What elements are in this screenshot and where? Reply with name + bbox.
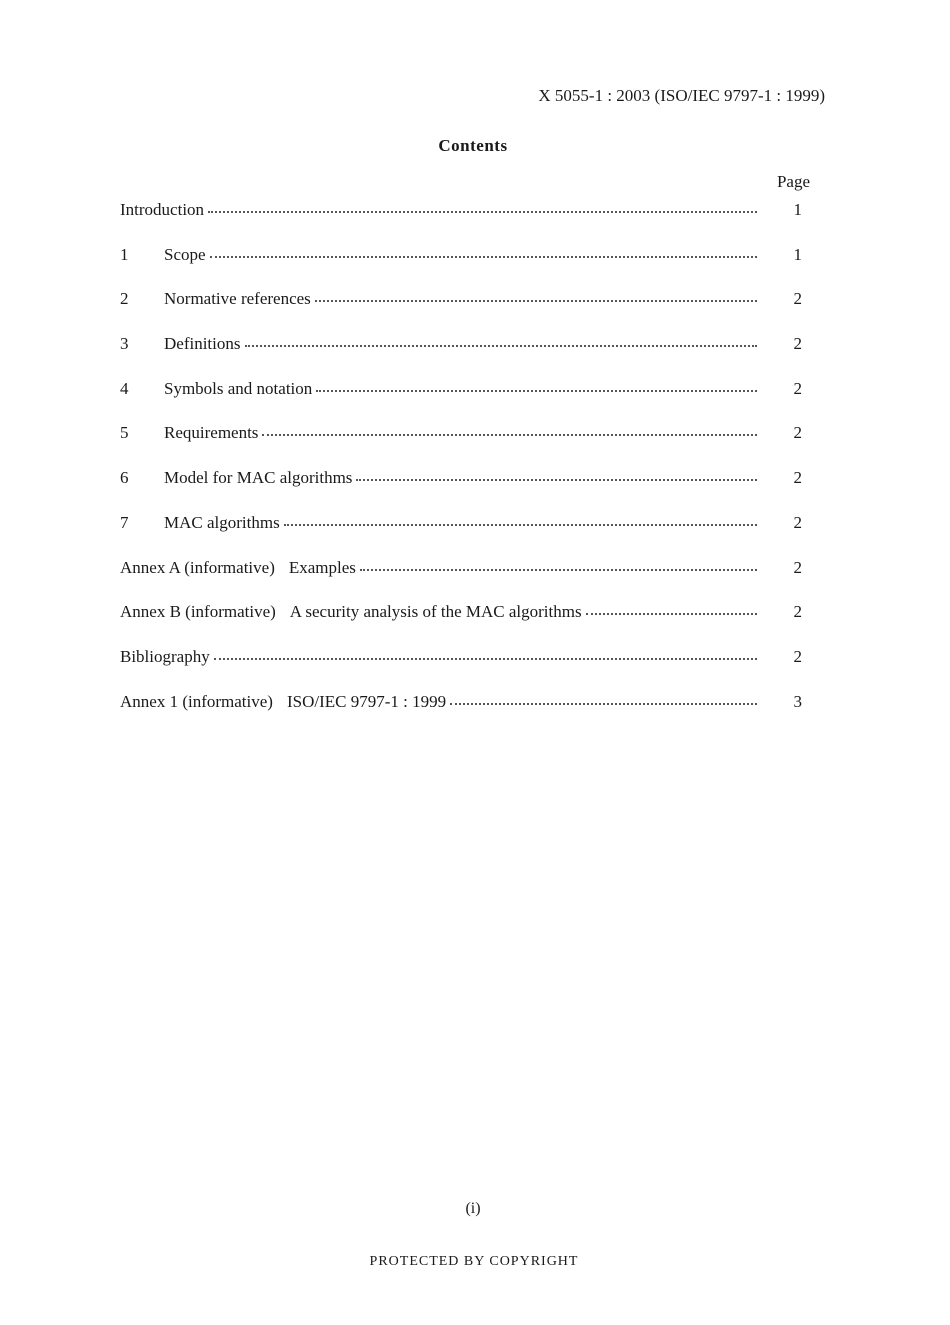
toc-entry[interactable] [120,334,810,356]
toc-dot-leader [356,479,757,481]
toc-entry-number: 1 [120,244,129,264]
toc-entry-page: 1 [793,200,802,219]
toc-dot-leader [245,345,758,347]
toc-entry-label [164,379,316,399]
toc-dot-leader [284,524,757,526]
toc-entry-label [164,423,262,443]
page-number: (i) [465,1200,481,1217]
toc-dot-leader [208,211,757,213]
toc-entry-label [164,245,210,265]
toc-entry-title: Symbols and notation [164,378,313,398]
toc-entry-label [120,558,360,578]
toc-dot-leader [450,703,757,705]
toc-dot-leader [586,613,757,615]
toc-dot-leader [316,390,757,392]
page-column-header: Page [776,172,810,191]
toc-entry-label [120,200,208,220]
toc-dot-leader [214,658,757,660]
toc-entry[interactable] [120,647,810,669]
toc-dot-leader [360,569,757,571]
toc-entry-number: 4 [120,378,129,398]
toc-entry-title: Examples [288,557,356,577]
toc-entry-page: 2 [793,602,802,622]
toc-entry-title: Bibliography [120,646,210,666]
toc-entry-title: Introduction [120,200,205,219]
toc-entry-title: ISO/IEC 9797-1 : 1999 [286,691,447,711]
toc-entry-label [120,602,586,622]
toc-entry-number: 6 [120,468,129,488]
toc-entry[interactable] [120,423,810,445]
table-of-contents [120,200,810,736]
copyright-footer: PROTECTED BY COPYRIGHT [369,1254,579,1269]
toc-entry-page: 2 [793,334,802,354]
toc-entry-page: 2 [793,468,802,488]
toc-entry-title: Requirements [164,423,259,443]
toc-dot-leader [262,434,757,436]
toc-entry-title: MAC algorithms [164,512,280,532]
toc-entry[interactable] [120,379,810,401]
toc-entry-label [164,513,284,533]
toc-entry-number: 3 [120,334,129,354]
toc-entry-annex-prefix: Annex B (informative) [120,602,276,622]
toc-entry-page: 2 [793,557,802,577]
toc-entry-number: 2 [120,289,129,309]
toc-entry[interactable] [120,289,810,311]
toc-entry[interactable] [120,245,810,267]
toc-entry[interactable] [120,558,810,580]
toc-entry-page: 3 [793,691,802,711]
toc-entry-page: 2 [793,512,802,532]
toc-entry-page: 2 [793,289,802,309]
toc-entry-page: 2 [793,378,802,398]
toc-entry-title: Model for MAC algorithms [164,468,353,488]
toc-entry-title: A security analysis of the MAC algorithms [289,602,582,622]
toc-entry-title: Normative references [164,289,311,309]
toc-entry[interactable] [120,602,810,624]
toc-entry[interactable] [120,692,810,714]
document-identifier: X 5055-1 : 2003 (ISO/IEC 9797-1 : 1999) [538,86,825,105]
toc-entry-label [120,692,450,712]
toc-entry[interactable] [120,200,810,222]
toc-entry-title: Scope [164,244,206,264]
toc-entry-annex-prefix: Annex 1 (informative) [120,691,273,711]
toc-entry-page: 2 [793,646,802,666]
toc-entry-label [164,289,315,309]
toc-entry-number: 7 [120,512,129,532]
toc-entry-number: 5 [120,423,129,443]
toc-entry-page: 1 [793,244,802,264]
toc-dot-leader [210,256,757,258]
toc-entry-title: Definitions [164,334,241,354]
toc-entry-label [120,647,214,667]
toc-entry-page: 2 [793,423,802,443]
toc-entry-label [164,468,356,488]
toc-entry-annex-prefix: Annex A (informative) [120,557,275,577]
toc-entry[interactable] [120,513,810,535]
toc-entry[interactable] [120,468,810,490]
contents-title: Contents [438,136,508,155]
toc-entry-label [164,334,245,354]
toc-dot-leader [315,300,757,302]
